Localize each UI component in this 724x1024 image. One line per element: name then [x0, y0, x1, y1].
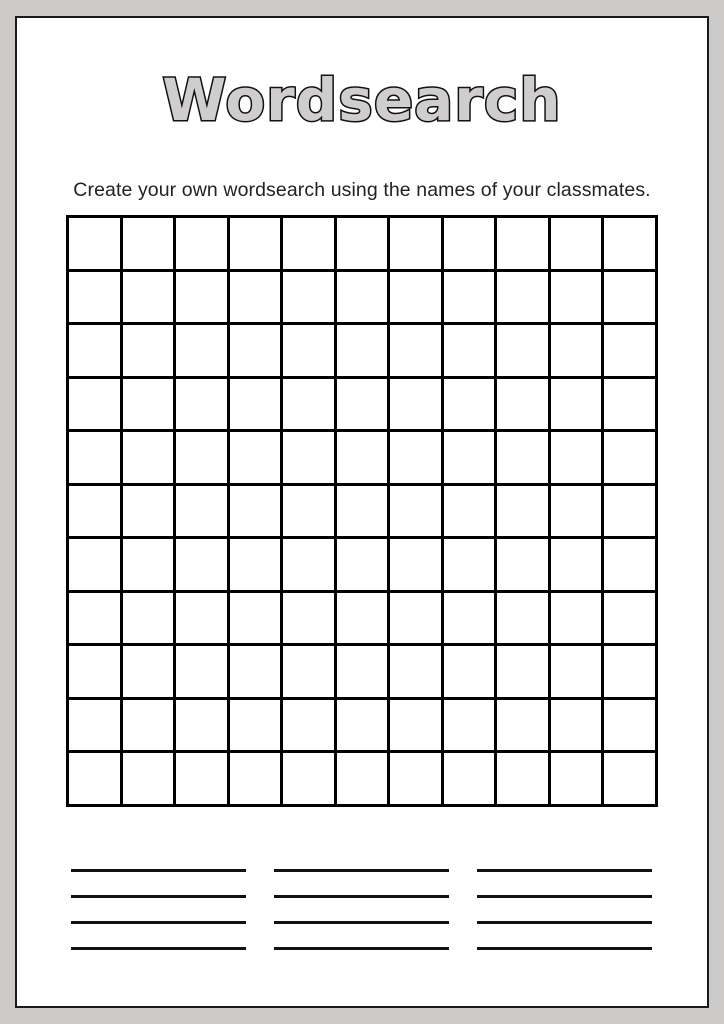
- worksheet-instructions: Create your own wordsearch using the names of your classmates.: [73, 179, 651, 201]
- grid-cell[interactable]: [390, 218, 444, 272]
- grid-cell[interactable]: [497, 325, 551, 379]
- grid-cell[interactable]: [444, 272, 498, 326]
- grid-cell[interactable]: [551, 593, 605, 647]
- grid-cell[interactable]: [497, 379, 551, 433]
- grid-cell[interactable]: [444, 593, 498, 647]
- answer-line[interactable]: [477, 947, 652, 950]
- grid-cell[interactable]: [604, 753, 658, 807]
- grid-cell[interactable]: [123, 432, 177, 486]
- answer-lines: [71, 869, 652, 953]
- grid-cell[interactable]: [444, 432, 498, 486]
- grid-cell[interactable]: [337, 218, 391, 272]
- grid-cell[interactable]: [497, 753, 551, 807]
- grid-cell[interactable]: [444, 753, 498, 807]
- grid-cell[interactable]: [283, 700, 337, 754]
- grid-cell[interactable]: [69, 539, 123, 593]
- grid-cell[interactable]: [444, 325, 498, 379]
- grid-cell[interactable]: [123, 218, 177, 272]
- answer-line[interactable]: [71, 947, 246, 950]
- grid-cell[interactable]: [123, 753, 177, 807]
- grid-cell[interactable]: [497, 272, 551, 326]
- grid-cell[interactable]: [444, 486, 498, 540]
- grid-cell[interactable]: [283, 218, 337, 272]
- grid-cell[interactable]: [444, 218, 498, 272]
- grid-cell[interactable]: [337, 432, 391, 486]
- grid-cell[interactable]: [69, 218, 123, 272]
- grid-cell[interactable]: [283, 539, 337, 593]
- grid-cell[interactable]: [390, 700, 444, 754]
- grid-cell[interactable]: [551, 379, 605, 433]
- grid-cell[interactable]: [497, 218, 551, 272]
- grid-cell[interactable]: [230, 753, 284, 807]
- wordsearch-grid: [66, 215, 658, 807]
- grid-cell[interactable]: [283, 646, 337, 700]
- grid-cell[interactable]: [283, 486, 337, 540]
- grid-cell[interactable]: [551, 646, 605, 700]
- grid-cell[interactable]: [69, 325, 123, 379]
- grid-cell[interactable]: [123, 272, 177, 326]
- grid-cell[interactable]: [283, 432, 337, 486]
- grid-cell[interactable]: [176, 272, 230, 326]
- answer-line[interactable]: [274, 869, 449, 872]
- grid-cell[interactable]: [69, 700, 123, 754]
- grid-cell[interactable]: [230, 700, 284, 754]
- grid-cell[interactable]: [230, 486, 284, 540]
- grid-cell[interactable]: [337, 486, 391, 540]
- grid-cell[interactable]: [283, 325, 337, 379]
- grid-cell[interactable]: [390, 753, 444, 807]
- grid-cell[interactable]: [604, 218, 658, 272]
- grid-cell[interactable]: [283, 593, 337, 647]
- grid-cell[interactable]: [230, 218, 284, 272]
- answer-line[interactable]: [71, 895, 246, 898]
- grid-cell[interactable]: [123, 486, 177, 540]
- grid-cell[interactable]: [337, 753, 391, 807]
- grid-cell[interactable]: [390, 539, 444, 593]
- grid-cell[interactable]: [604, 272, 658, 326]
- grid-cell[interactable]: [123, 646, 177, 700]
- grid-cell[interactable]: [69, 486, 123, 540]
- grid-cell[interactable]: [337, 272, 391, 326]
- grid-cell[interactable]: [123, 593, 177, 647]
- grid-cell[interactable]: [551, 486, 605, 540]
- grid-cell[interactable]: [337, 325, 391, 379]
- grid-cell[interactable]: [390, 593, 444, 647]
- answer-line[interactable]: [71, 921, 246, 924]
- grid-cell[interactable]: [337, 700, 391, 754]
- answer-line[interactable]: [477, 921, 652, 924]
- grid-cell[interactable]: [176, 539, 230, 593]
- grid-cell[interactable]: [123, 325, 177, 379]
- grid-cell[interactable]: [69, 753, 123, 807]
- grid-cell[interactable]: [444, 646, 498, 700]
- grid-cell[interactable]: [230, 593, 284, 647]
- grid-cell[interactable]: [551, 218, 605, 272]
- grid-cell[interactable]: [604, 486, 658, 540]
- grid-cell[interactable]: [230, 272, 284, 326]
- grid-cell[interactable]: [69, 379, 123, 433]
- grid-cell[interactable]: [444, 379, 498, 433]
- grid-cell[interactable]: [390, 432, 444, 486]
- answer-line[interactable]: [274, 921, 449, 924]
- grid-cell[interactable]: [337, 646, 391, 700]
- grid-cell[interactable]: [337, 539, 391, 593]
- grid-cell[interactable]: [604, 539, 658, 593]
- grid-cell[interactable]: [123, 379, 177, 433]
- grid-cell[interactable]: [551, 700, 605, 754]
- grid-cell[interactable]: [497, 486, 551, 540]
- grid-cell[interactable]: [390, 379, 444, 433]
- grid-cell[interactable]: [230, 432, 284, 486]
- grid-cell[interactable]: [176, 646, 230, 700]
- grid-cell[interactable]: [176, 325, 230, 379]
- grid-cell[interactable]: [497, 646, 551, 700]
- grid-cell[interactable]: [176, 486, 230, 540]
- grid-cell[interactable]: [551, 325, 605, 379]
- grid-cell[interactable]: [230, 646, 284, 700]
- grid-cell[interactable]: [176, 218, 230, 272]
- grid-cell[interactable]: [283, 753, 337, 807]
- grid-cell[interactable]: [69, 646, 123, 700]
- grid-cell[interactable]: [230, 325, 284, 379]
- answer-line[interactable]: [274, 947, 449, 950]
- grid-cell[interactable]: [390, 325, 444, 379]
- grid-cell[interactable]: [176, 593, 230, 647]
- grid-cell[interactable]: [604, 593, 658, 647]
- grid-cell[interactable]: [390, 272, 444, 326]
- grid-cell[interactable]: [551, 753, 605, 807]
- grid-cell[interactable]: [230, 379, 284, 433]
- grid-cell[interactable]: [123, 539, 177, 593]
- grid-cell[interactable]: [123, 700, 177, 754]
- answer-line[interactable]: [71, 869, 246, 872]
- grid-cell[interactable]: [444, 539, 498, 593]
- grid-cell[interactable]: [390, 646, 444, 700]
- grid-cell[interactable]: [176, 432, 230, 486]
- grid-cell[interactable]: [604, 325, 658, 379]
- answer-line[interactable]: [477, 869, 652, 872]
- grid-cell[interactable]: [551, 272, 605, 326]
- grid-cell[interactable]: [176, 379, 230, 433]
- grid-cell[interactable]: [337, 379, 391, 433]
- grid-cell[interactable]: [497, 593, 551, 647]
- grid-cell[interactable]: [551, 432, 605, 486]
- grid-cell[interactable]: [497, 700, 551, 754]
- grid-cell[interactable]: [176, 753, 230, 807]
- grid-cell[interactable]: [604, 700, 658, 754]
- grid-cell[interactable]: [337, 593, 391, 647]
- answer-line[interactable]: [477, 895, 652, 898]
- grid-cell[interactable]: [230, 539, 284, 593]
- grid-cell[interactable]: [69, 593, 123, 647]
- grid-cell[interactable]: [283, 272, 337, 326]
- grid-cell[interactable]: [497, 432, 551, 486]
- grid-cell[interactable]: [604, 432, 658, 486]
- grid-cell[interactable]: [69, 432, 123, 486]
- grid-cell[interactable]: [444, 700, 498, 754]
- answer-line[interactable]: [274, 895, 449, 898]
- grid-cell[interactable]: [176, 700, 230, 754]
- grid-cell[interactable]: [604, 646, 658, 700]
- grid-cell[interactable]: [69, 272, 123, 326]
- grid-cell[interactable]: [604, 379, 658, 433]
- grid-cell[interactable]: [390, 486, 444, 540]
- grid-cell[interactable]: [497, 539, 551, 593]
- worksheet-title: Wordsearch: [162, 66, 562, 134]
- grid-cell[interactable]: [551, 539, 605, 593]
- grid-cell[interactable]: [283, 379, 337, 433]
